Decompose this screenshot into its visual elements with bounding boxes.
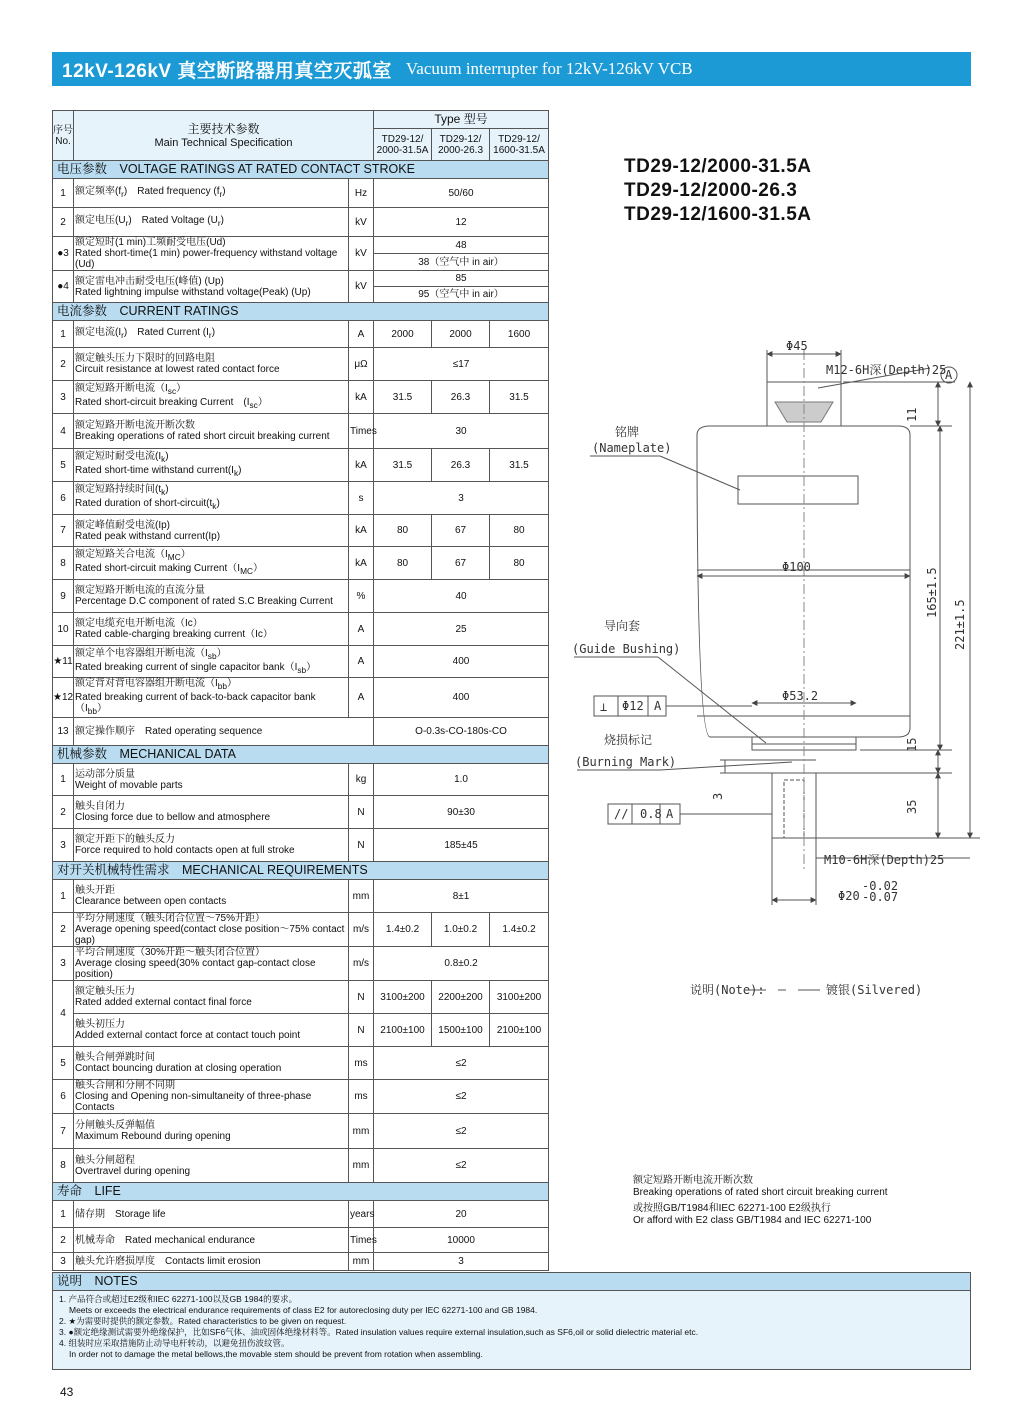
tol2-ref: A — [666, 807, 674, 821]
table-row: 4 额定触头压力 Rated added external contact final force N 3100±200 2200±200 3100±200 — [53, 981, 549, 1014]
section-current: 电流参数 CURRENT RATINGS — [53, 303, 549, 321]
section-voltage: 电压参数 VOLTAGE RATINGS AT RATED CONTACT STROKE — [53, 161, 549, 179]
dim-d53: Φ53.2 — [782, 689, 819, 703]
head-type: Type 型号 — [374, 111, 549, 129]
table-row: ★12 额定背对背电容器组开断电流$(I_{bb})$ Rated breaking current of back-to-back capacitor $bank(I_{bb})$ A 400 — [53, 678, 549, 718]
table-row: 13 额定操作顺序 Rated operating sequence O-0.3s-CO-180s-CO — [53, 718, 549, 746]
nameplate-en: (Nameplate) — [592, 441, 672, 455]
head-model: TD29-12/ 2000-31.5A — [374, 129, 432, 161]
table-row: ★11 额定单个电容器组开断电流$(I_{sb})$ Rated breaking current of single capacitor $bank(I_{sb})$ A 400 — [53, 646, 549, 678]
moving-stem — [772, 773, 816, 838]
note-2: 2. ★为需要时提供的额定参数。Rated characteristics to be given on request. — [59, 1316, 347, 1326]
dim-d20: Φ20 — [838, 889, 860, 903]
table-row: 7 分闸触头反弹幅值 Maximum Rebound during opening mm ≤2 — [53, 1114, 549, 1149]
table-row: 触头初压力 Added external contact force at contact touch point N 2100±100 1500±100 2100±100 — [53, 1014, 549, 1047]
dim-15: 15 — [905, 737, 919, 752]
header-title-cn: 12kV-126kV 真空断路器用真空灭弧室 — [62, 60, 392, 82]
tol2-sym: // — [614, 807, 629, 821]
table-row: 2 机械寿命 Rated mechanical endurance Times 10000 — [53, 1228, 549, 1253]
table-row: ●4 额定雷电冲击耐受电压(峰值) (Up) Rated lightning impulse withstand voltage(Peak) (Up) kV 85 — [53, 271, 549, 287]
section-mechanical: 机械参数 MECHANICAL DATA — [53, 746, 549, 764]
notes-title: 说明 NOTES — [53, 1273, 970, 1291]
table-row: 7 额定峰值耐受电流(Ip) Rated peak withstand current(Ip) kA 80 67 80 — [53, 515, 549, 547]
legend-note: 说明(Note): — [690, 983, 765, 997]
side-note: 额定短路开断电流开断次数 Breaking operations of rated short circuit breaking current 或按照GB/T1984和IEC 62271-100 E2级执行 Or afford with E2 class GB/T1984 and IEC 62271-100 — [633, 1175, 888, 1226]
guide-en: (Guide Bushing) — [572, 642, 681, 656]
table-row: 2 额定电压$(U_r)$ Rated Voltage $(U_r)$ kV 12 — [53, 208, 549, 237]
note-1-en: Meets or exceeds the electrical endurance requirements of class E2 for autoreclosing duty per IEC 62271-100 and GB 1984. — [69, 1305, 538, 1315]
table-row: 1 运动部分质量 Weight of movable parts kg 1.0 — [53, 764, 549, 796]
table-row: 4 额定短路开断电流开断次数 Breaking operations of rated short circuit breaking current Times 30 — [53, 414, 549, 449]
dim-d20-tol-up: -0.02 — [862, 879, 899, 893]
dim-d45: Φ45 — [786, 339, 808, 353]
thread-top: M12-6H深(Depth)25 — [826, 363, 947, 377]
nameplate-cn: 铭牌 — [615, 425, 640, 439]
guide-cn: 导向套 — [604, 619, 641, 633]
dim-221: 221±1.5 — [953, 599, 967, 650]
header-title-en: Vacuum interrupter for 12kV-126kV VCB — [405, 59, 693, 78]
tol2-val: 0.8 — [640, 807, 662, 821]
notes-box — [52, 1272, 971, 1370]
dim-35: 35 — [905, 799, 919, 814]
nameplate — [738, 476, 858, 504]
spec-table: 序号 No. 主要技术参数 Main Technical Specification Type 型号 TD29-12/ 2000-31.5A TD29-12/ 2000-26.3 TD29-12/ 1600-31.5A 电压参数 VOLTAGE RATINGS AT RATED CONTACT STROKE 1 额定频率$(f_r)$ Rated frequency $(f_r)$ Hz 50/60 2 额定电压$(U_r)$ Rated Voltage $(U_r)$ kV 12 ●3 额定短时(1 min)工频耐受电压(Ud) Rated short-time(1 min) power-frequency withstand voltage (Ud) kV 48 38（空气中 in air） ●4 额定雷电冲击耐受电压(峰值) (Up) Rated lightning impulse withstand voltage(Peak) (Up) kV 85 95（空气中 in air） 电流参数 CURRENT RATINGS 1 额定电流$(I_r)$ Rated Current $(I_r)$ A 2000 2000 1600 2 额定触头压力下限时的回路电阻 Circuit resistance at lowest rated contact force μΩ ≤17 3 额定短路开断电流$(I_{sc})$ Rated short-circuit breaking Current $(I_{sc})$ kA 31.5 26.3 31.5 4 额定短路开断电流开断次数 Breaking operations of rated short circuit breaking current Times 30 5 额定短时耐受电流$(I_k)$ Rated short-time withstand $current(I_k)$ kA 31.5 26.3 31.5 6 额定短路持续时间$(t_k)$ Rated duration of short-$circuit(t_k)$ s 3 7 额定峰值耐受电流(Ip) Rated peak withstand current(Ip) kA 80 67 80 8 额定短路关合电流$(I_{MC})$ Rated short-circuit making $Current(I_{MC})$ kA 80 67 80 9 额定短路开断电流的直流分量 Percentage D.C component of rated S.C Breaking Current % 40 10 额定电缆充电开断电流（Ic） Rated cable-charging breaking current（Ic） A 25 ★11 额定单个电容器组开断电流$(I_{sb})$ Rated breaking current of single capacitor $bank(I_{sb})$ A 400 ★12 额定背对背电容器组开断电流$(I_{bb})$ Rated breaking current of back-to-back capacitor $bank(I_{bb})$ A 400 13 额定操作顺序 Rated operating sequence O-0.3s-CO-180s-CO 机械参数 MECHANICAL DATA 1 运动部分质量 Weight of movable parts kg 1.0 2 触头自闭力 Closing force due to bellow and atmosphere N 90±30 3 额定开距下的触头反力 Force required to hold contacts open at full stroke N 185±45 对开关机械特性需求 MECHANICAL REQUIREMENTS 1 触头开距 Clearance between open contacts mm 8±1 2 平均分闸速度（触头闭合位置～75%开距） Average opening speed(contact close position～75% contact gap) m/s 1.4±0.2 1.0±0.2 1.4±0.2 3 平均合闸速度（30%开距～触头闭合位置） Average closing speed(30% contact gap-contact close position) m/s 0.8±0.2 4 额定触头压力 Rated added external contact final force N 3100±200 2200±200 3100±200 触头初压力 Added external contact force at contact touch point N 2100±100 1500±100 2100±100 5 触头合闸弹跳时间 Contact bouncing duration at closing operation ms ≤2 6 触头合闸和分闸不同期 Closing and Opening non-simultaneity of three-phase Contacts ms ≤2 7 分闸触头反弹幅值 Maximum Rebound during opening mm ≤2 8 触头分闸超程 Overtravel during opening mm ≤2 寿命 LIFE 1 储存期 Storage life years 20 2 机械寿命 Rated mechanical endurance Times 10000 3 触头允许磨损厚度 Contacts limit erosion mm 3 — [52, 110, 549, 1271]
tol1-ref: A — [654, 699, 662, 713]
table-row: 1 触头开距 Clearance between open contacts mm 8±1 — [53, 880, 549, 913]
dim-3: 3 — [711, 792, 725, 800]
table-row: 6 额定短路持续时间$(t_k)$ Rated duration of short-$circuit(t_k)$ s 3 — [53, 482, 549, 515]
burn-cn: 烧损标记 — [604, 733, 653, 747]
page-number: 43 — [60, 1385, 74, 1399]
tol1-val: Φ12 — [622, 699, 644, 713]
table-row: 9 额定短路开断电流的直流分量 Percentage D.C component of rated S.C Breaking Current % 40 — [53, 580, 549, 613]
tol1-sym: ⊥ — [600, 700, 608, 714]
head-no: 序号 No. — [53, 111, 74, 161]
table-row: 10 额定电缆充电开断电流（Ic） Rated cable-charging breaking current（Ic） A 25 — [53, 613, 549, 646]
model-name: TD29-12/1600-31.5A — [624, 204, 812, 225]
table-row: 3 额定开距下的触头反力 Force required to hold contacts open at full stroke N 185±45 — [53, 829, 549, 862]
section-requirements: 对开关机械特性需求 MECHANICAL REQUIREMENTS — [53, 862, 549, 880]
dim-d100: Φ100 — [782, 560, 811, 574]
note-4-en: In order not to damage the metal bellows,the movable stem should be prevent from rotation when assembling. — [69, 1349, 483, 1359]
section-life: 寿命 LIFE — [53, 1183, 549, 1201]
head-model: TD29-12/ 2000-26.3 — [432, 129, 490, 161]
table-row: 3 额定短路开断电流$(I_{sc})$ Rated short-circuit breaking Current $(I_{sc})$ kA 31.5 26.3 31.5 — [53, 381, 549, 414]
table-row: 2 额定触头压力下限时的回路电阻 Circuit resistance at lowest rated contact force μΩ ≤17 — [53, 348, 549, 381]
dim-11: 11 — [905, 407, 919, 422]
burn-en: (Burning Mark) — [575, 755, 677, 769]
model-name: TD29-12/2000-26.3 — [624, 180, 798, 201]
table-row: 1 额定频率$(f_r)$ Rated frequency $(f_r)$ Hz 50/60 — [53, 179, 549, 208]
table-row: ●3 额定短时(1 min)工频耐受电压(Ud) Rated short-time(1 min) power-frequency withstand voltage (Ud) kV 48 — [53, 237, 549, 254]
table-row: 5 触头合闸弹跳时间 Contact bouncing duration at closing operation ms ≤2 — [53, 1047, 549, 1080]
table-row: 8 额定短路关合电流$(I_{MC})$ Rated short-circuit making $Current(I_{MC})$ kA 80 67 80 — [53, 547, 549, 580]
table-row: 3 触头允许磨损厚度 Contacts limit erosion mm 3 — [53, 1253, 549, 1271]
table-row: 8 触头分闸超程 Overtravel during opening mm ≤2 — [53, 1149, 549, 1183]
table-row: 2 平均分闸速度（触头闭合位置～75%开距） Average opening speed(contact close position～75% contact gap) m/s 1.4±0.2 1.0±0.2 1.4±0.2 — [53, 913, 549, 947]
head-spec: 主要技术参数 Main Technical Specification — [74, 111, 374, 161]
table-row: 1 储存期 Storage life years 20 — [53, 1201, 549, 1228]
table-row: 5 额定短时耐受电流$(I_k)$ Rated short-time withstand $current(I_k)$ kA 31.5 26.3 31.5 — [53, 449, 549, 482]
table-row: 1 额定电流$(I_r)$ Rated Current $(I_r)$ A 2000 2000 1600 — [53, 321, 549, 348]
datum-a: A — [945, 368, 953, 382]
head-model: TD29-12/ 1600-31.5A — [490, 129, 549, 161]
dim-d20-tol-dn: -0.07 — [862, 890, 899, 904]
note-1-cn: 1. 产品符合或超过E2级和IEC 62271-100以及GB 1984的要求。 — [59, 1294, 298, 1304]
table-row: 3 平均合闸速度（30%开距～触头闭合位置） Average closing speed(30% contact gap-contact close position) m/s 0.8±0.2 — [53, 947, 549, 981]
note-4-cn: 4. 组装时应采取措施防止动导电杆转动，以避免扭伤波纹管。 — [59, 1338, 290, 1348]
model-list — [624, 155, 812, 227]
page-header — [52, 52, 971, 86]
model-name: TD29-12/2000-31.5A — [624, 156, 812, 177]
table-row: 6 触头合闸和分闸不同期 Closing and Opening non-simultaneity of three-phase Contacts ms ≤2 — [53, 1080, 549, 1114]
thread-bottom: M10-6H深(Depth)25 — [824, 853, 945, 867]
note-3: 3. ●额定绝缘测试需要外绝缘保护，比如SF6气体、油或固体绝缘材料等。Rated insulation values require external insulation,such as SF6,oil or solid dielectric material etc. — [59, 1327, 699, 1337]
dim-165: 165±1.5 — [925, 567, 939, 618]
interrupter-drawing — [560, 330, 1000, 1020]
table-row: 2 触头自闭力 Closing force due to bellow and atmosphere N 90±30 — [53, 796, 549, 829]
legend-silver: 镀银(Silvered) — [826, 983, 923, 997]
